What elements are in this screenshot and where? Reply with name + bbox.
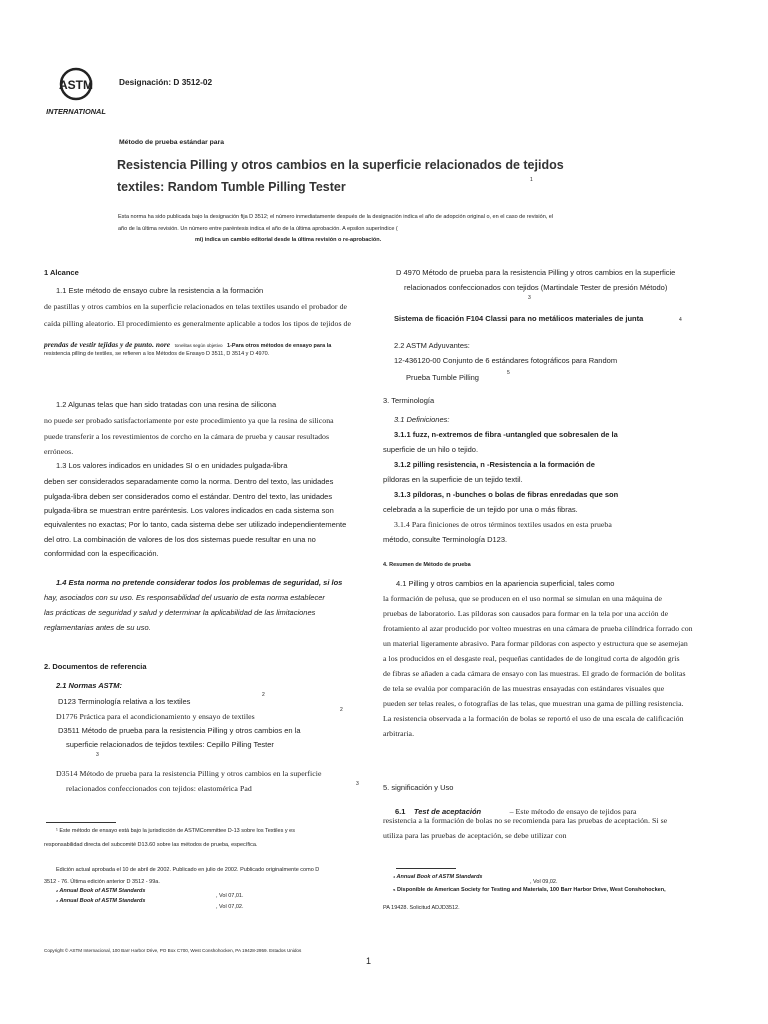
astm-logo-mark — [59, 69, 93, 99]
intro-line-3: mi) indica un cambio editorial desde la última revisión o re-aprobación. — [195, 237, 382, 243]
para-4-1-line: de fibras se añaden a cada cámara de ensayo con las muestras. El grado de formación de bolitas — [383, 669, 686, 678]
ref-f104-sup: 4 — [679, 317, 682, 323]
para-4-1-line: frotamiento al azar producido por volteo muestras en una cámara de prueba cilíndrica forrado con — [383, 624, 693, 633]
footnote-3-volume: , Vol 07,02. — [216, 904, 244, 910]
para-5-1-number: 6.1 — [395, 807, 406, 816]
para-4-1-line: arbitraria. — [383, 729, 415, 738]
definition-other-line: método, consulte Terminología D123. — [383, 535, 508, 544]
intro-line-1: Esta norma ha sido publicada bajo la designación fija D 3512; el número inmediatamente después de la designación indica el año de adopción original o, en el caso de revisión, el — [118, 214, 554, 220]
footnote-1-line: responsabilidad directa del subcomité D13.60 sobre las métodos de prueba, específica. — [44, 842, 258, 848]
adjunct-line: Prueba Tumble Pilling — [406, 373, 479, 382]
ref-d3511-line: superficie relacionados de tejidos textiles: Cepillo Pilling Tester — [66, 740, 274, 749]
para-4-1-line: La resistencia observada a la formación de bolas se reportó el uso de una escala de calificación — [383, 714, 684, 723]
definition-pilling-line: píldoras en la superficie de un tejido textil. — [383, 475, 523, 484]
astm-logo — [44, 62, 112, 118]
section-5-title: 5. significación y Uso — [383, 783, 454, 792]
note-bold-text: prendas de vestir tejidas y de punto. nore — [44, 340, 171, 349]
para-1-1-note — [44, 334, 331, 352]
para-1-1-line: de pastillas y otros cambios en la superficie relacionados en telas textiles usando el probador de — [44, 302, 348, 311]
definition-pilling-line: 3.1.2 pilling resistencia, n -Resistencia a la formación de — [394, 460, 595, 469]
para-4-1-line: 4.1 Pilling y otros cambios en la apariencia superficial, tales como — [396, 579, 615, 588]
para-1-4-line: las prácticas de seguridad y salud y determinar la aplicabilidad de las limitaciones — [44, 608, 316, 617]
definition-pills-line: celebrada a la superficie de un tejido por una o más fibras. — [383, 505, 578, 514]
footnote-3-label: ₃ Annual Book of ASTM Standards — [56, 898, 146, 904]
subsection-3-1: 3.1 Definiciones: — [394, 415, 450, 424]
ref-d3511-sup: 3 — [96, 752, 99, 758]
para-1-3-line: del otro. La combinación de valores de los dos sistemas puede resultar en una no — [44, 535, 316, 544]
para-4-1-line: a los producidos en el desgaste real, pequeñas cantidades de de longitud corta de algodón gris — [383, 654, 680, 663]
subsection-2-2: 2.2 ASTM Adyuvantes: — [394, 341, 470, 350]
definition-fuzz-line: 3.1.1 fuzz, n-extremos de fibra -untangled que sobresalen de la — [394, 430, 618, 439]
svg-text:ASTM: ASTM — [59, 78, 93, 92]
footnote-4-volume: , Vol 09,02. — [530, 879, 558, 885]
footnote-4-label: ₄ Annual Book of ASTM Standards — [393, 874, 483, 880]
para-1-3-line: pulgada-libra deben ser considerados como el estándar. Dentro del texto, las unidades — [44, 492, 333, 501]
ref-d4970-line: relacionados confeccionados con tejidos (Martindale Tester de presión Método) — [404, 283, 668, 292]
page-number: 1 — [366, 956, 372, 966]
para-1-3-line: pulgada-libra se muestran entre paréntesis. Los valores indicados en cada sistema son — [44, 506, 334, 515]
definition-other-line: 3.1.4 Para finiciones de otros términos textiles usados en esta prueba — [394, 520, 612, 529]
para-1-1-note-line: resistencia pilling de textiles, se refieren a los Métodos de Ensayo D 3511, D 3514 y D 4970. — [44, 351, 270, 357]
footnote-5-line: ₅ Disponible de American Society for Testing and Materials, 100 Barr Harbor Drive, West Conshohocken, — [393, 887, 666, 893]
ref-d123-sup: 2 — [262, 692, 265, 698]
title-footnote-ref: 1 — [530, 177, 533, 183]
title-line-1: Resistencia Pilling y otros cambios en la superficie relacionados de tejidos — [117, 158, 564, 172]
ref-f104: Sistema de ficación F104 Classi para no metálicos materiales de junta — [394, 314, 644, 323]
ref-d3514-sup: 3 — [356, 781, 359, 787]
section-4-title: 4. Resumen de Método de prueba — [383, 562, 471, 568]
definition-pills-line: 3.1.3 píldoras, n -bunches o bolas de fibras enredadas que son — [394, 490, 619, 499]
adjunct-sup: 5 — [507, 370, 510, 376]
section-3-title: 3. Terminología — [383, 396, 435, 405]
para-5-1-line: utiliza para las pruebas de aceptación, se debe utilizar con — [383, 831, 567, 840]
para-4-1-line: un material ligeramente abrasivo. Para formar píldoras con aspecto y estructura que se asemejan — [383, 639, 688, 648]
edition-note-line: Edición actual aprobada el 10 de abril de 2002. Publicado en julio de 2002. Publicado originalmente como D — [56, 867, 320, 873]
doc-type: Método de prueba estándar para — [119, 139, 224, 146]
para-1-3-line: conformidad con la especificación. — [44, 549, 159, 558]
para-1-2-line: puede transferir a los revestimientos de corcho en la cámara de prueba y causar resultados — [44, 432, 330, 441]
footnote-rule-left — [46, 822, 116, 823]
para-4-1-line: la formación de pelusa, que se producen en el uso normal se simulan en una máquina de — [383, 594, 663, 603]
para-1-2-line: erróneos. — [44, 447, 74, 456]
section-1-title: 1 Alcance — [44, 268, 79, 277]
ref-d1776: D1776 Práctica para el acondicionamiento y ensayo de textiles — [56, 712, 255, 721]
para-4-1-line: pueden ser telas reales, o fotografías de las telas, que muestran una gama de pilling resistencia. — [383, 699, 684, 708]
subsection-2-1: 2.1 Normas ASTM: — [56, 681, 122, 690]
edition-note-line: 3512 - 76. Última edición anterior D 3512 - 99a. — [44, 879, 160, 885]
astm-logo-wordmark: INTERNATIONAL — [46, 107, 106, 116]
ref-d4970-sup: 3 — [528, 295, 531, 301]
para-5-1-term: Test de aceptación — [413, 807, 482, 816]
title-line-2: textiles: Random Tumble Pilling Tester — [117, 180, 346, 194]
para-1-3-line: equivalentes no exactas; Por lo tanto, cada sistema debe ser utilizado independientemente — [44, 520, 347, 529]
note-small-text: tonelitas según objetivo — [174, 343, 223, 348]
section-2-title: 2. Documentos de referencia — [44, 662, 147, 671]
para-5-1-line: resistencia a la formación de bolas no se recomienda para las pruebas de aceptación. Si se — [383, 816, 668, 825]
ref-d123: D123 Terminología relativa a los textiles — [58, 697, 191, 706]
para-1-4-line: 1.4 Esta norma no pretende considerar todos los problemas de seguridad, si los — [56, 578, 343, 587]
footnote-2-label: ₂ Annual Book of ASTM Standards — [56, 888, 146, 894]
adjunct-line: 12-436120-00 Conjunto de 6 estándares fotográficos para Random — [394, 356, 618, 365]
footnote-5-line: PA 19428. Solicitud ADJD3512. — [383, 905, 460, 911]
para-4-1-line: de tela se evalúa por comparación de las muestras ensayadas con estándares visuales que — [383, 684, 665, 693]
definition-fuzz-line: superficie de un hilo o tejido. — [383, 445, 479, 454]
footnote-1-line: ¹ Este método de ensayo está bajo la jurisdicción de ASTMCommittee D-13 sobre los Textiles y es — [56, 828, 295, 834]
ref-d4970-line: D 4970 Método de prueba para la resistencia Pilling y otros cambios en la superficie — [396, 268, 676, 277]
note-rest-text: 1-Para otros métodos de ensayo para la — [227, 343, 332, 349]
footnote-2-volume: , Vol 07,01. — [216, 893, 244, 899]
para-1-3-line: 1.3 Los valores indicados en unidades SI o en unidades pulgada-libra — [56, 461, 288, 470]
ref-d3514-line: relacionados confeccionados con tejidos: elastomérica Pad — [66, 784, 252, 793]
para-1-2-line: no puede ser probado satisfactoriamente por este procedimiento ya que la resina de silicona — [44, 416, 334, 425]
intro-line-2: año de la última revisión. Un número entre paréntesis indica el año de la última aprobación. A epsilon superíndice ( — [118, 226, 398, 232]
para-1-1-line: caída pilling aleatorio. El procedimiento es generalmente aplicable a todos los tipos de tejidos de — [44, 319, 351, 328]
ref-d1776-sup: 2 — [340, 707, 343, 713]
para-1-4-line: reglamentarias antes de su uso. — [44, 623, 151, 632]
para-1-1-line: 1.1 Este método de ensayo cubre la resistencia a la formación — [56, 286, 264, 295]
ref-d3514-line: D3514 Método de prueba para la resistencia Pilling y otros cambios en la superficie — [56, 769, 322, 778]
ref-d3511-line: D3511 Método de prueba para la resistencia Pilling y otros cambios en la — [58, 726, 301, 735]
footnote-rule-right — [396, 868, 456, 869]
para-4-1-line: pruebas de laboratorio. Las píldoras son causados para formar en la tela por una acción de — [383, 609, 669, 618]
para-1-4-line: hay, asociados con su uso. Es responsabilidad del usuario de esta norma establecer — [44, 593, 325, 602]
para-1-2-line: 1.2 Algunas telas que han sido tratadas con una resina de silicona — [56, 400, 277, 409]
para-1-3-line: deben ser considerados separadamente como la norma. Dentro del texto, las unidades — [44, 477, 334, 486]
copyright: Copyright © ASTM Internacional, 100 Barr Harbor Drive, PO Box C700, West Conshohocken, PA 19428-2959. Estados Unidos — [44, 948, 302, 953]
para-5-1-text: – Este método de ensayo de tejidos para — [509, 807, 637, 816]
designation: Designación: D 3512-02 — [119, 77, 213, 87]
